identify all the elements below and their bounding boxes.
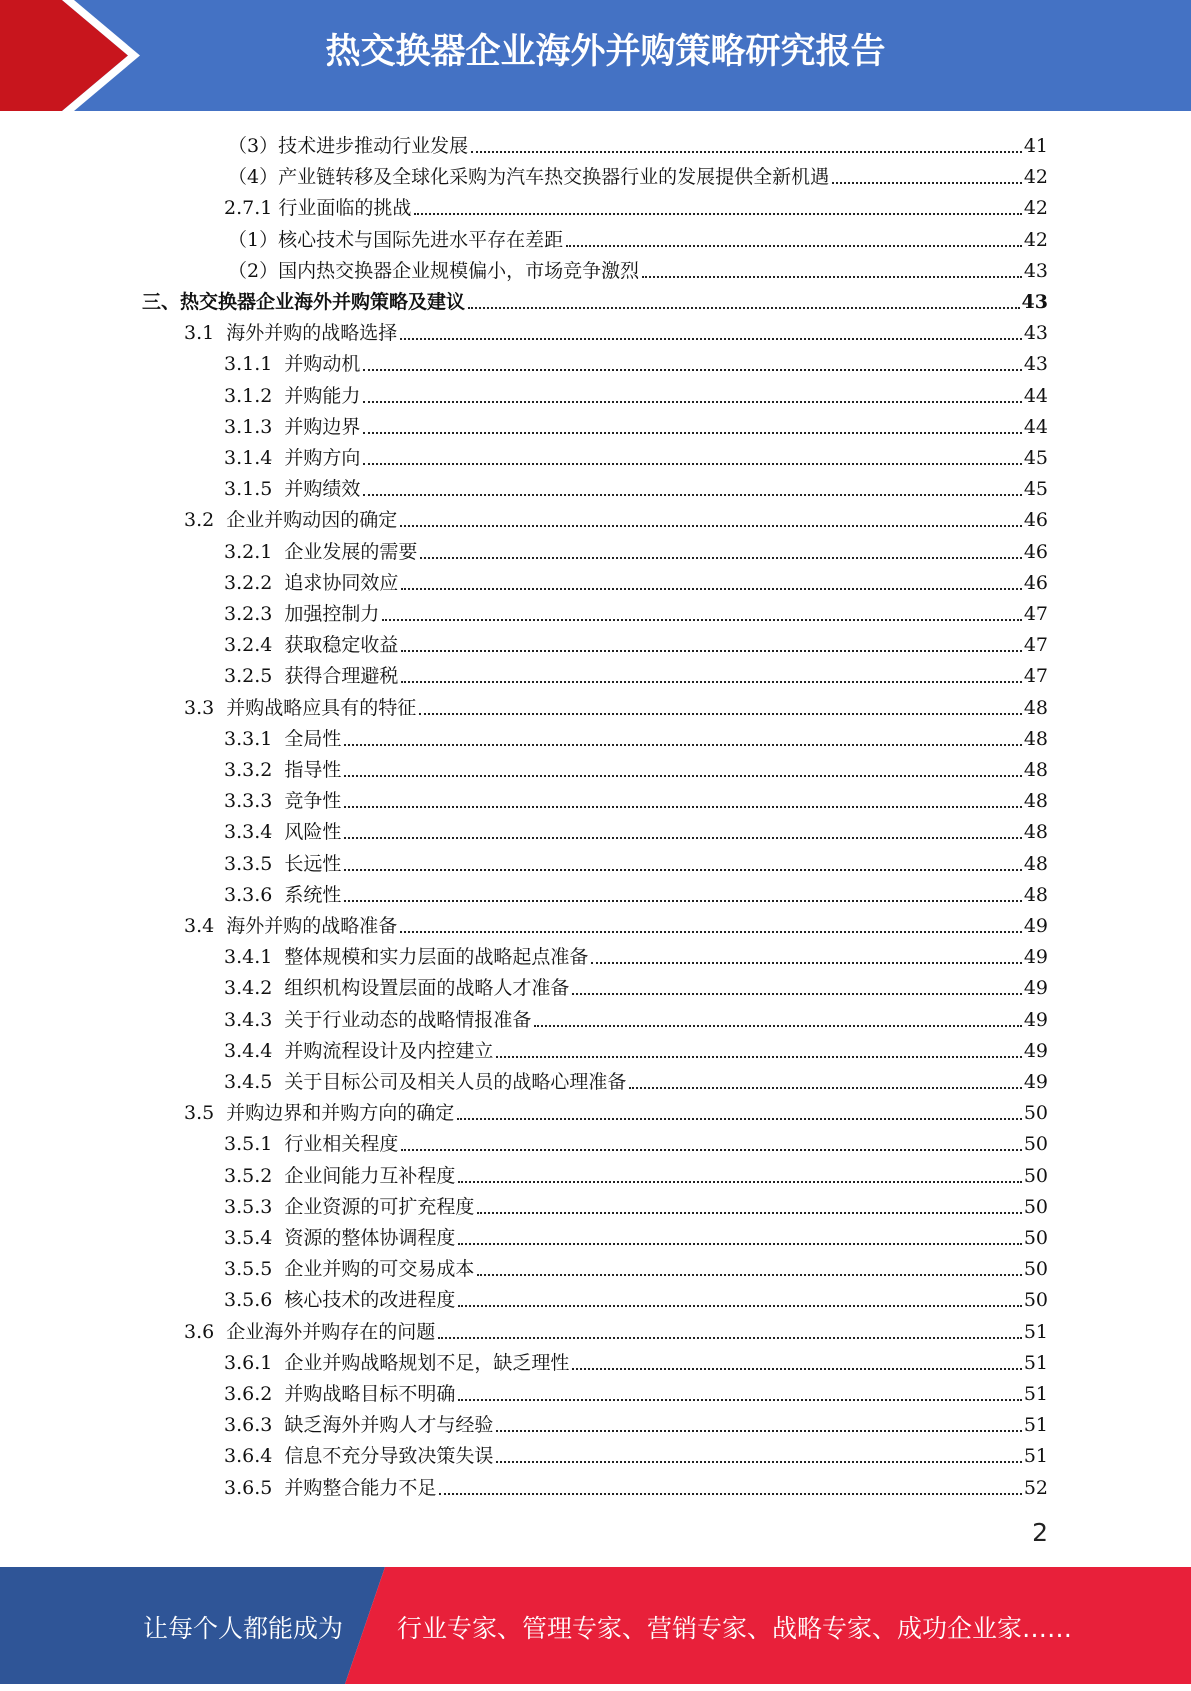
toc-entry[interactable] <box>224 1281 1048 1312</box>
toc-entry-label: 3.6.1 企业并购战略规划不足，缺乏理性 <box>224 1352 570 1374</box>
toc-entry-label: 3.6.4 信息不充分导致决策失误 <box>224 1445 494 1467</box>
toc-entry-label: 3.2.2 追求协同效应 <box>224 572 399 594</box>
toc-dot-leader <box>832 182 1022 184</box>
toc-entry-label: 3.5.6 核心技术的改进程度 <box>224 1289 456 1311</box>
toc-entry-page: 43 <box>1023 353 1048 375</box>
toc-entry[interactable] <box>224 782 1048 813</box>
toc-entry-page: 47 <box>1023 603 1048 625</box>
toc-entry-page: 46 <box>1023 541 1048 563</box>
toc-entry[interactable] <box>224 813 1048 844</box>
toc-entry-label: （2）国内热交换器企业规模偏小，市场竞争激烈 <box>228 260 640 282</box>
toc-dot-leader <box>382 619 1021 621</box>
toc-dot-leader <box>642 276 1022 278</box>
toc-dot-leader <box>420 557 1021 559</box>
toc-entry[interactable] <box>224 1188 1048 1219</box>
toc-entry-label: 3.1 海外并购的战略选择 <box>184 322 398 344</box>
toc-entry[interactable] <box>224 845 1048 876</box>
toc-entry[interactable] <box>224 969 1048 1000</box>
toc-entry[interactable] <box>224 1344 1048 1375</box>
toc-entry-page: 43 <box>1023 260 1048 282</box>
toc-entry-page: 51 <box>1023 1414 1048 1436</box>
toc-entry-label: 3.5.1 行业相关程度 <box>224 1133 399 1155</box>
toc-dot-leader <box>344 837 1021 839</box>
toc-dot-leader <box>363 432 1021 434</box>
toc-dot-leader <box>419 713 1022 715</box>
toc-entry-label: 3.1.5 并购绩效 <box>224 478 361 500</box>
toc-dot-leader <box>468 307 1020 309</box>
toc-dot-leader <box>534 1025 1021 1027</box>
footer-slogan-left: 让每个人都能成为 <box>143 1614 344 1643</box>
toc-entry-label: 3.4.1 整体规模和实力层面的战略起点准备 <box>224 946 589 968</box>
toc-entry-page: 51 <box>1023 1321 1048 1343</box>
toc-entry-page: 50 <box>1023 1165 1048 1187</box>
toc-dot-leader <box>457 1118 1022 1120</box>
toc-entry-label: 3.4.2 组织机构设置层面的战略人才准备 <box>224 977 570 999</box>
toc-entry-page: 46 <box>1023 509 1048 531</box>
toc-dot-leader <box>400 931 1022 933</box>
toc-dot-leader <box>477 1212 1021 1214</box>
toc-dot-leader <box>496 1430 1021 1432</box>
toc-entry[interactable] <box>224 533 1048 564</box>
toc-dot-leader <box>401 588 1021 590</box>
toc-dot-leader <box>458 1399 1021 1401</box>
toc-entry[interactable] <box>184 689 1048 720</box>
toc-entry[interactable] <box>224 470 1048 501</box>
toc-dot-leader <box>344 744 1021 746</box>
toc-entry-label: 3.4.5 关于目标公司及相关人员的战略心理准备 <box>224 1071 627 1093</box>
toc-entry-label: 3.2.4 获取稳定收益 <box>224 634 399 656</box>
toc-entry[interactable] <box>228 221 1048 252</box>
toc-entry-label: 3.6.5 并购整合能力不足 <box>224 1477 437 1499</box>
toc-entry-label: 3.2 企业并购动因的确定 <box>184 509 398 531</box>
toc-entry-page: 50 <box>1023 1102 1048 1124</box>
toc-entry-page: 50 <box>1023 1227 1048 1249</box>
toc-entry[interactable] <box>224 345 1048 376</box>
page-number: 2 <box>1032 1518 1048 1547</box>
toc-entry[interactable] <box>224 1032 1048 1063</box>
toc-dot-leader <box>344 806 1021 808</box>
toc-dot-leader <box>458 1305 1021 1307</box>
toc-entry-label: 3.3.1 全局性 <box>224 728 342 750</box>
toc-dot-leader <box>363 463 1021 465</box>
toc-entry[interactable] <box>184 1094 1048 1125</box>
toc-entry[interactable] <box>224 377 1048 408</box>
toc-entry[interactable] <box>224 1157 1048 1188</box>
toc-entry-page: 50 <box>1023 1133 1048 1155</box>
toc-entry-label: 3.2.3 加强控制力 <box>224 603 380 625</box>
toc-dot-leader <box>401 1149 1021 1151</box>
toc-entry[interactable] <box>224 1219 1048 1250</box>
toc-entry-label: 3.1.3 并购边界 <box>224 416 361 438</box>
toc-entry[interactable] <box>228 252 1048 283</box>
toc-dot-leader <box>414 213 1021 215</box>
toc-dot-leader <box>363 369 1021 371</box>
toc-dot-leader <box>363 401 1021 403</box>
footer-slogan-right: 行业专家、管理专家、营销专家、战略专家、成功企业家…… <box>397 1614 1073 1643</box>
toc-entry-label: 3.1.2 并购能力 <box>224 385 361 407</box>
toc-dot-leader <box>496 1056 1021 1058</box>
toc-dot-leader <box>344 869 1021 871</box>
toc-entry[interactable] <box>224 1063 1048 1094</box>
toc-entry-label: 3.1.1 并购动机 <box>224 353 361 375</box>
toc-entry-label: （3）技术进步推动行业发展 <box>228 135 469 157</box>
page-footer <box>0 1567 1191 1684</box>
toc-entry[interactable] <box>224 626 1048 657</box>
toc-entry-page: 48 <box>1023 790 1048 812</box>
toc-entry-label: 3.2.5 获得合理避税 <box>224 665 399 687</box>
toc-entry-page: 43 <box>1023 322 1048 344</box>
toc-entry-label: 2.7.1 行业面临的挑战 <box>224 197 412 219</box>
toc-entry[interactable] <box>224 876 1048 907</box>
toc-dot-leader <box>629 1087 1021 1089</box>
toc-entry[interactable] <box>224 657 1048 688</box>
toc-entry-page: 49 <box>1023 946 1048 968</box>
toc-entry[interactable] <box>224 1125 1048 1156</box>
toc-entry-label: 3.6.2 并购战略目标不明确 <box>224 1383 456 1405</box>
toc-entry-page: 48 <box>1023 759 1048 781</box>
toc-entry-label: 3.6 企业海外并购存在的问题 <box>184 1321 436 1343</box>
toc-dot-leader <box>438 1337 1022 1339</box>
toc-dot-leader <box>401 650 1021 652</box>
toc-dot-leader <box>401 681 1021 683</box>
toc-entry[interactable] <box>224 1001 1048 1032</box>
toc-entry-page: 41 <box>1023 135 1048 157</box>
toc-dot-leader <box>471 151 1022 153</box>
toc-entry-page: 51 <box>1023 1352 1048 1374</box>
toc-dot-leader <box>496 1461 1021 1463</box>
toc-entry-page: 42 <box>1023 166 1048 188</box>
toc-entry-page: 44 <box>1023 416 1048 438</box>
toc-entry[interactable] <box>142 283 1048 314</box>
toc-entry-label: （1）核心技术与国际先进水平存在差距 <box>228 229 564 251</box>
toc-dot-leader <box>477 1274 1021 1276</box>
toc-entry-label: 3.6.3 缺乏海外并购人才与经验 <box>224 1414 494 1436</box>
toc-entry[interactable] <box>224 1469 1048 1500</box>
toc-entry-label: 3.3.2 指导性 <box>224 759 342 781</box>
toc-entry[interactable] <box>224 1375 1048 1406</box>
toc-dot-leader <box>566 245 1022 247</box>
toc-entry-label: 3.3.5 长远性 <box>224 853 342 875</box>
toc-entry-page: 50 <box>1023 1196 1048 1218</box>
toc-entry-page: 47 <box>1023 665 1048 687</box>
toc-entry[interactable] <box>224 1250 1048 1281</box>
toc-entry[interactable] <box>184 501 1048 532</box>
toc-entry-page: 49 <box>1023 977 1048 999</box>
toc-entry-label: 3.1.4 并购方向 <box>224 447 361 469</box>
toc-entry-page: 51 <box>1023 1445 1048 1467</box>
toc-entry-page: 42 <box>1023 197 1048 219</box>
toc-dot-leader <box>400 525 1022 527</box>
toc-entry-page: 50 <box>1023 1289 1048 1311</box>
toc-entry-page: 51 <box>1023 1383 1048 1405</box>
toc-entry[interactable] <box>224 1406 1048 1437</box>
toc-entry-page: 49 <box>1023 1040 1048 1062</box>
toc-entry-page: 49 <box>1023 915 1048 937</box>
toc-entry[interactable] <box>228 127 1048 158</box>
toc-entry-page: 45 <box>1023 447 1048 469</box>
toc-entry[interactable] <box>224 1437 1048 1468</box>
toc-entry[interactable] <box>224 595 1048 626</box>
toc-dot-leader <box>572 1368 1021 1370</box>
toc-entry-page: 48 <box>1023 821 1048 843</box>
toc-dot-leader <box>572 993 1021 995</box>
toc-entry-label: （4）产业链转移及全球化采购为汽车热交换器行业的发展提供全新机遇 <box>228 166 830 188</box>
toc-entry-label: 3.5.5 企业并购的可交易成本 <box>224 1258 475 1280</box>
toc-entry[interactable] <box>224 189 1048 220</box>
toc-entry-page: 45 <box>1023 478 1048 500</box>
toc-entry-page: 44 <box>1023 385 1048 407</box>
toc-entry-page: 49 <box>1023 1071 1048 1093</box>
toc-entry-page: 47 <box>1023 634 1048 656</box>
toc-entry-label: 3.5 并购边界和并购方向的确定 <box>184 1102 455 1124</box>
toc-entry[interactable] <box>184 907 1048 938</box>
toc-entry-page: 49 <box>1023 1009 1048 1031</box>
toc-dot-leader <box>344 900 1021 902</box>
toc-entry-label: 3.3.3 竞争性 <box>224 790 342 812</box>
toc-entry-label: 3.5.2 企业间能力互补程度 <box>224 1165 456 1187</box>
toc-dot-leader <box>458 1181 1021 1183</box>
toc-entry[interactable] <box>184 1313 1048 1344</box>
toc-entry-label: 3.4.3 关于行业动态的战略情报准备 <box>224 1009 532 1031</box>
toc-entry-page: 52 <box>1023 1477 1048 1499</box>
toc-entry-label: 3.5.4 资源的整体协调程度 <box>224 1227 456 1249</box>
toc-entry[interactable] <box>224 751 1048 782</box>
toc-dot-leader <box>363 494 1021 496</box>
toc-entry-page: 48 <box>1023 697 1048 719</box>
toc-entry-label: 3.4 海外并购的战略准备 <box>184 915 398 937</box>
toc-entry[interactable] <box>224 408 1048 439</box>
toc-entry-page: 42 <box>1023 229 1048 251</box>
toc-entry-label: 3.4.4 并购流程设计及内控建立 <box>224 1040 494 1062</box>
toc-entry[interactable] <box>224 938 1048 969</box>
toc-dot-leader <box>344 775 1021 777</box>
toc-entry[interactable] <box>224 720 1048 751</box>
toc-dot-leader <box>400 338 1022 340</box>
toc-entry[interactable] <box>224 439 1048 470</box>
toc-entry-page: 43 <box>1021 291 1048 313</box>
toc-entry-label: 3.3 并购战略应具有的特征 <box>184 697 417 719</box>
toc-entry[interactable] <box>184 314 1048 345</box>
toc-entry[interactable] <box>228 158 1048 189</box>
page-header <box>0 0 1191 111</box>
toc-entry-label: 三、热交换器企业海外并购策略及建议 <box>142 291 466 313</box>
toc-dot-leader <box>591 962 1021 964</box>
toc-entry-page: 48 <box>1023 884 1048 906</box>
report-title: 热交换器企业海外并购策略研究报告 <box>325 32 886 72</box>
toc-entry-page: 48 <box>1023 728 1048 750</box>
toc-entry-page: 50 <box>1023 1258 1048 1280</box>
toc-entry[interactable] <box>224 564 1048 595</box>
toc-entry-label: 3.3.4 风险性 <box>224 821 342 843</box>
toc-dot-leader <box>439 1493 1021 1495</box>
toc-entry-label: 3.2.1 企业发展的需要 <box>224 541 418 563</box>
toc-entry-label: 3.3.6 系统性 <box>224 884 342 906</box>
toc-entry-page: 46 <box>1023 572 1048 594</box>
toc-entry-page: 48 <box>1023 853 1048 875</box>
toc-entry-label: 3.5.3 企业资源的可扩充程度 <box>224 1196 475 1218</box>
toc-dot-leader <box>458 1243 1021 1245</box>
